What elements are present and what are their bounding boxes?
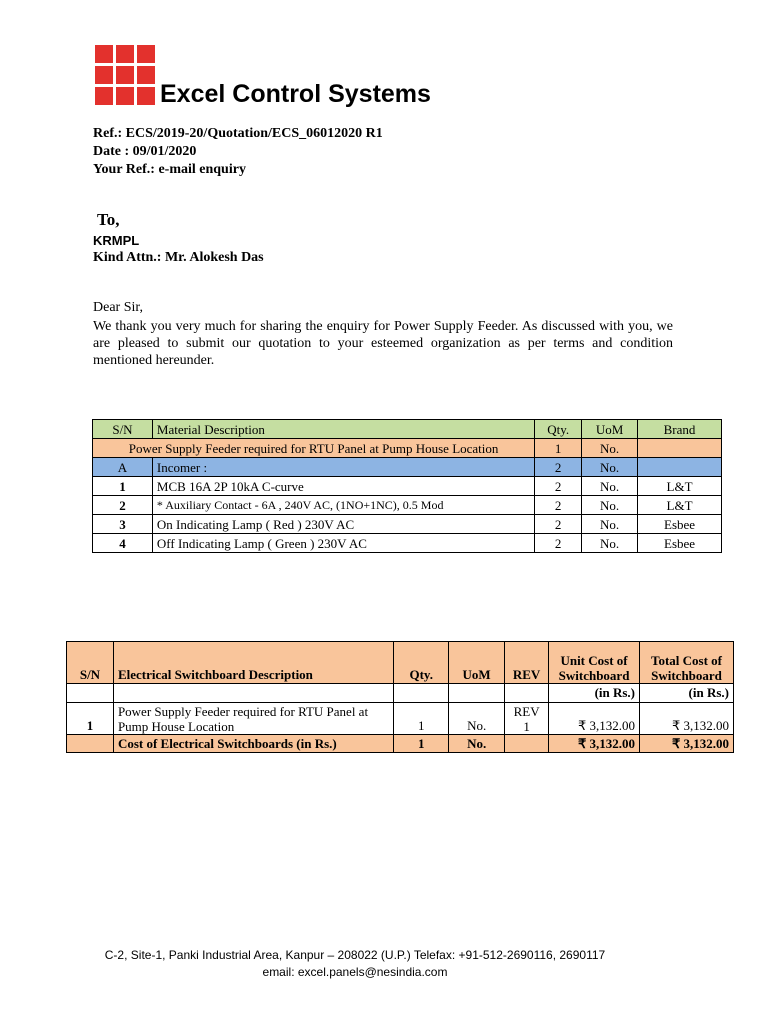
cost-header-uom: UoM xyxy=(449,642,505,684)
item-sn: 4 xyxy=(93,534,153,553)
section-sn: A xyxy=(93,458,153,477)
item-qty: 2 xyxy=(535,477,582,496)
total-row xyxy=(67,735,734,753)
feeder-description: Power Supply Feeder required for RTU Panel at Pump House Location xyxy=(93,439,535,458)
total-cost: ₹ 3,132.00 xyxy=(640,735,734,753)
cost-item-description: Power Supply Feeder required for RTU Panel at Pump House Location xyxy=(113,703,393,735)
section-qty: 2 xyxy=(535,458,582,477)
attention-line: Kind Attn.: Mr. Alokesh Das xyxy=(93,250,264,265)
feeder-row xyxy=(93,439,722,458)
reference-block xyxy=(93,125,383,179)
letter-body: We thank you very much for sharing the enquiry for Power Supply Feeder. As discussed with you, we are pleased to submit our quotation to your esteemed organization as per terms and condition mentioned hereunder. xyxy=(93,319,673,368)
table-row xyxy=(93,515,722,534)
item-sn: 2 xyxy=(93,496,153,515)
costs-header-row xyxy=(67,642,734,684)
grid-logo-icon xyxy=(95,45,157,105)
footer-address: C-2, Site-1, Panki Industrial Area, Kanpur – 208022 (U.P.) Telefax: +91-512-2690116, 2690117 xyxy=(104,948,606,962)
table-row xyxy=(93,534,722,553)
feeder-uom: No. xyxy=(582,439,638,458)
cost-item-unit: ₹ 3,132.00 xyxy=(549,703,640,735)
cost-header-description: Electrical Switchboard Description xyxy=(113,642,393,684)
units-row xyxy=(67,684,734,703)
table-row xyxy=(93,477,722,496)
quotation-date: Date : 09/01/2020 xyxy=(93,144,197,159)
header-qty: Qty. xyxy=(535,420,582,439)
item-brand: L&T xyxy=(638,477,722,496)
item-uom: No. xyxy=(582,534,638,553)
table-row xyxy=(67,703,734,735)
cost-header-sn: S/N xyxy=(67,642,114,684)
table-row xyxy=(93,496,722,515)
materials-table xyxy=(92,419,722,553)
company-name: Excel Control Systems xyxy=(160,80,431,108)
incomer-section-row xyxy=(93,458,722,477)
footer-email: email: excel.panels@nesindia.com xyxy=(262,965,448,979)
cost-header-qty: Qty. xyxy=(394,642,449,684)
item-sn: 3 xyxy=(93,515,153,534)
client-name: KRMPL xyxy=(93,233,140,248)
costs-table xyxy=(66,641,734,753)
cost-header-rev: REV xyxy=(505,642,549,684)
cost-header-total: Total Cost of Switchboard xyxy=(640,642,734,684)
cost-item-uom: No. xyxy=(449,703,505,735)
feeder-qty: 1 xyxy=(535,439,582,458)
item-uom: No. xyxy=(582,515,638,534)
item-sn: 1 xyxy=(93,477,153,496)
total-label: Cost of Electrical Switchboards (in Rs.) xyxy=(113,735,393,753)
item-brand: L&T xyxy=(638,496,722,515)
footer xyxy=(0,947,710,981)
item-qty: 2 xyxy=(535,534,582,553)
cost-item-sn: 1 xyxy=(67,703,114,735)
header-description: Material Description xyxy=(152,420,534,439)
section-description: Incomer : xyxy=(152,458,534,477)
cost-header-unit: Unit Cost of Switchboard xyxy=(549,642,640,684)
item-qty: 2 xyxy=(535,515,582,534)
header-uom: UoM xyxy=(582,420,638,439)
item-description: On Indicating Lamp ( Red ) 230V AC xyxy=(152,515,534,534)
item-brand: Esbee xyxy=(638,534,722,553)
header-sn: S/N xyxy=(93,420,153,439)
total-uom: No. xyxy=(449,735,505,753)
header-brand: Brand xyxy=(638,420,722,439)
item-qty: 2 xyxy=(535,496,582,515)
cost-item-qty: 1 xyxy=(394,703,449,735)
total-unit-cost: ₹ 3,132.00 xyxy=(549,735,640,753)
cost-item-rev: REV 1 xyxy=(505,703,549,735)
unit-cost-note: (in Rs.) xyxy=(549,684,640,703)
item-description: * Auxiliary Contact - 6A , 240V AC, (1NO+1NC), 0.5 Mod xyxy=(152,496,534,515)
reference-number: Ref.: ECS/2019-20/Quotation/ECS_06012020 R1 xyxy=(93,126,383,141)
materials-header-row xyxy=(93,420,722,439)
item-description: MCB 16A 2P 10kA C-curve xyxy=(152,477,534,496)
cost-item-total: ₹ 3,132.00 xyxy=(640,703,734,735)
your-reference: Your Ref.: e-mail enquiry xyxy=(93,162,246,177)
salutation: Dear Sir, xyxy=(93,300,143,315)
item-brand: Esbee xyxy=(638,515,722,534)
total-qty: 1 xyxy=(394,735,449,753)
section-uom: No. xyxy=(582,458,638,477)
item-uom: No. xyxy=(582,496,638,515)
item-uom: No. xyxy=(582,477,638,496)
to-label: To, xyxy=(97,210,120,229)
total-cost-note: (in Rs.) xyxy=(640,684,734,703)
item-description: Off Indicating Lamp ( Green ) 230V AC xyxy=(152,534,534,553)
